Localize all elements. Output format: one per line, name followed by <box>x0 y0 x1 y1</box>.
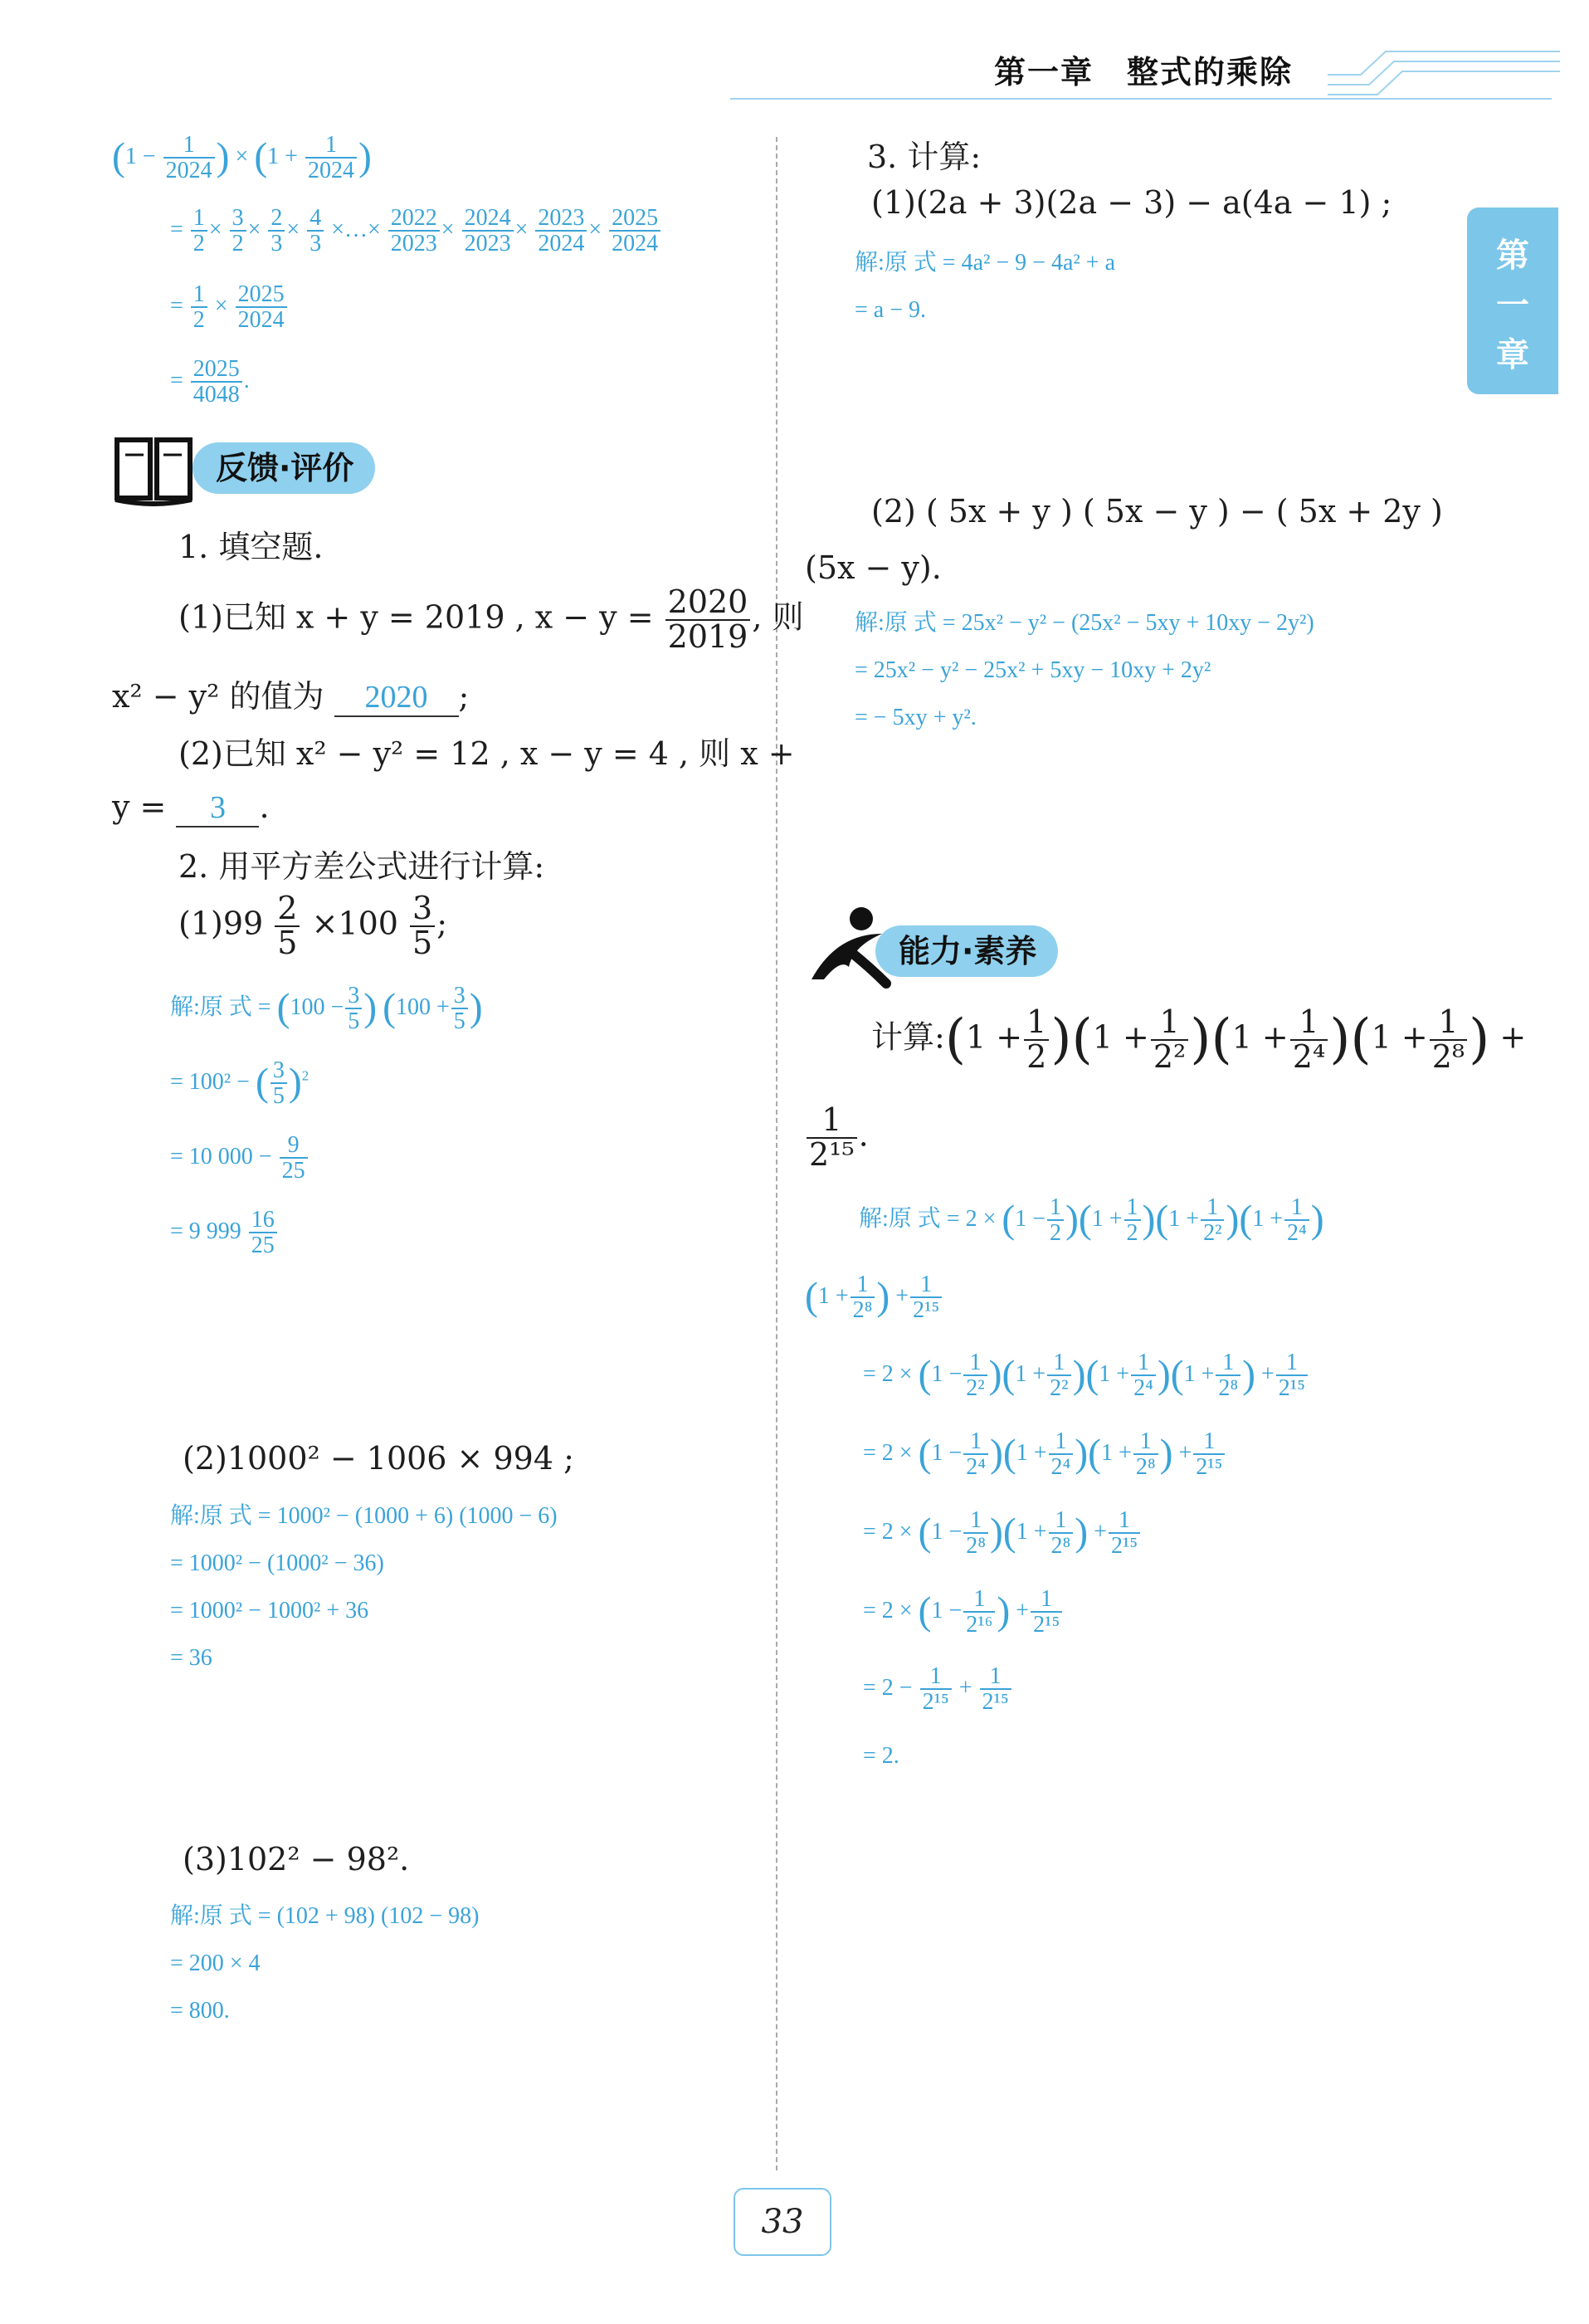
q3-s2-prompt: (2) ( 5x + y ) ( 5x − y ) − ( 5x + 2y ) <box>871 493 1443 530</box>
continuation-line-3: = $\frac{1}{2}$ × $\frac{2025}{2024}$ <box>170 282 289 333</box>
header-rule <box>730 98 1552 100</box>
answer-blank-2[interactable]: 3 <box>176 789 259 828</box>
ability-sol-1b: (1 + $\frac{1}{\text{2⁸}}$ ) + $\frac{1}{\text{2¹⁵}}$ <box>805 1272 943 1323</box>
q3-s2-prompt-cont: (5x − y). <box>805 549 942 586</box>
page-number: 33 <box>734 2188 831 2256</box>
continuation-line-1: (1 − $\frac{1}{2024}$ ) × (1 + $\frac{1}{2024}$ ) <box>112 132 372 184</box>
q2-title: 2. 用平方差公式进行计算: <box>178 848 545 885</box>
q2-s1-sol-4: = 9 999 $\frac{16}{25}$ <box>170 1208 279 1258</box>
section-banner-feedback: 反馈·评价 <box>193 442 375 494</box>
column-divider <box>776 137 777 2170</box>
q2-s1-sol-2: = 100² − ( $\frac{3}{5}$ )$^2$ <box>170 1057 310 1110</box>
section-banner-ability: 能力·素养 <box>875 925 1058 977</box>
chapter-title: 第一章 整式的乘除 <box>994 54 1294 90</box>
q1-part2-cont: y = 3 . <box>112 788 270 828</box>
open-book-icon <box>112 432 195 506</box>
q2-s1-sol-1: 解:原 式 = (100 − $\frac{3}{5}$ ) (100 + $\frac{3}{5}$ ) <box>170 983 483 1035</box>
q3-s2-solution: 解:原 式 = 25x² − y² − (25x² − 5xy + 10xy − 2y²) = 25x² − y² − 25x² + 5xy − 10xy + 2y² = − 5xy + y². <box>855 610 1314 730</box>
answer-blank-1[interactable]: 2020 <box>334 679 459 717</box>
q2-s2-solution: 解:原 式 = 1000² − (1000 + 6) (1000 − 6) = 1000² − (1000² − 36) = 1000² − 1000² + 36 = 36 <box>170 1503 558 1671</box>
q2-s1-prompt: (1)99 $\frac{2}{5}$ ×100 $\frac{3}{5}$ ; <box>178 890 448 961</box>
ability-prompt-cont: $\frac{1}{\text{2¹⁵}}$ . <box>805 1104 869 1172</box>
continuation-line-2: = $\frac{1}{2}$ × $\frac{3}{2}$ × $\frac{2}{3}$ × $\frac{4}{3}$ ×…× $\frac{2022}{2023}$ × $\frac{2024}{2023}$ × $\frac{2023}{2024}$ × $\frac{2025}{2024}$ <box>170 206 662 256</box>
ability-sol-7: = 2. <box>863 1743 899 1769</box>
chapter-tab[interactable]: 第 一 章 <box>1467 208 1558 394</box>
q3-s1-solution: 解:原 式 = 4a² − 9 − 4a² + a = a − 9. <box>855 250 1116 323</box>
q2-s3-prompt: (3)102² − 98². <box>183 1841 410 1877</box>
continuation-line-4: = $\frac{2025}{4048}$ . <box>170 356 250 408</box>
ability-prompt: 计算:(1 + $\frac{1}{2}$ )(1 + $\frac{1}{\text{2²}}$ )(1 + $\frac{1}{\text{2⁴}}$ )(1 + $\frac{1}{\text{2⁸}}$ ) + <box>871 1003 1527 1075</box>
q3-title: 3. 计算: <box>867 139 982 175</box>
q2-s2-prompt: (2)1000² − 1006 × 994 ; <box>183 1440 574 1477</box>
q1-part2: (2)已知 x² − y² = 12 , x − y = 4 , 则 x + <box>178 735 795 772</box>
ability-sol-4: = 2 × (1 − $\frac{1}{\text{2⁸}}$ )(1 + $\frac{1}{\text{2⁸}}$ ) + $\frac{1}{\text{2¹⁵}}$ <box>863 1508 1142 1559</box>
q1-part1-cont: x² − y² 的值为 2020 ; <box>112 671 469 717</box>
q3-s1-prompt: (1)(2a + 3)(2a − 3) − a(4a − 1) ; <box>871 184 1392 221</box>
q2-s1-sol-3: = 10 000 − $\frac{9}{25}$ <box>170 1133 310 1184</box>
ability-sol-2: = 2 × (1 − $\frac{1}{\text{2²}}$ )(1 + $\frac{1}{\text{2²}}$ )(1 + $\frac{1}{\text{2⁴}}$ )(1 + $\frac{1}{\text{2⁸}}$ ) + $\frac{1}{\text{2¹⁵}}$ <box>863 1350 1309 1401</box>
ability-sol-5: = 2 × (1 − $\frac{1}{\text{2¹⁶}}$ ) + $\frac{1}{\text{2¹⁵}}$ <box>863 1587 1064 1638</box>
ability-sol-3: = 2 × (1 − $\frac{1}{\text{2⁴}}$ )(1 + $\frac{1}{\text{2⁴}}$ )(1 + $\frac{1}{\text{2⁸}}$ ) + $\frac{1}{\text{2¹⁵}}$ <box>863 1429 1226 1480</box>
ability-sol-6: = 2 − $\frac{1}{\text{2¹⁵}}$ + $\frac{1}{\text{2¹⁵}}$ <box>863 1664 1013 1715</box>
q2-s3-solution: 解:原 式 = (102 + 98) (102 − 98) = 200 × 4 = 800. <box>170 1903 480 2024</box>
header-decoration <box>1328 42 1560 100</box>
q1-part1: (1)已知 x + y = 2019 , x − y = $\frac{2020}{2019}$ , 则 <box>178 583 804 655</box>
ability-sol-1: 解:原 式 = 2 × (1 − $\frac{1}{2}$ )(1 + $\frac{1}{2}$ )(1 + $\frac{1}{\text{2²}}$ )(1 + $\frac{1}{\text{2⁴}}$ ) <box>859 1194 1324 1247</box>
q1-title: 1. 填空题. <box>178 529 324 565</box>
